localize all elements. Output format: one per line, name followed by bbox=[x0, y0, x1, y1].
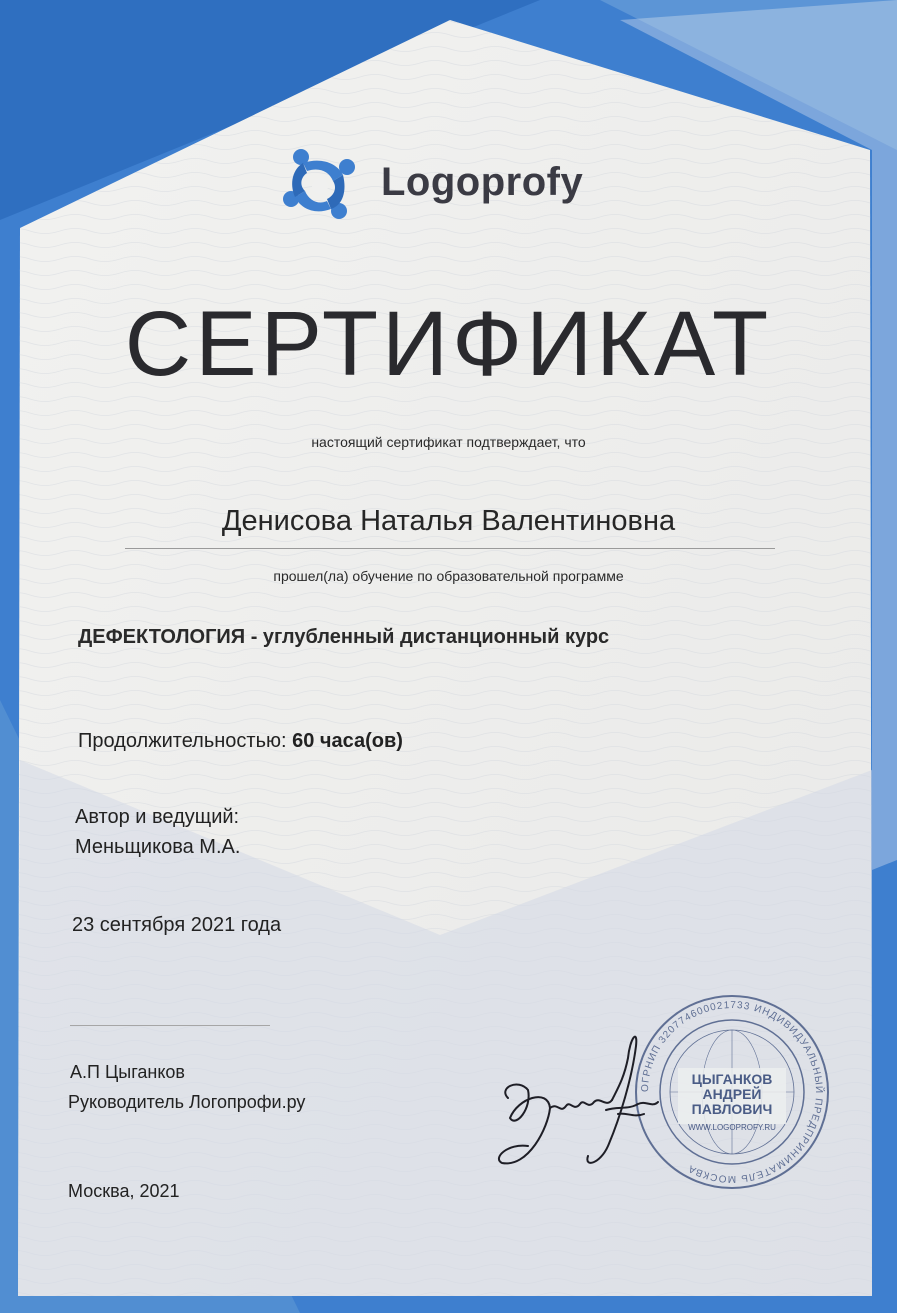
duration-label: Продолжительностью: bbox=[78, 730, 287, 752]
author-name: Меньщикова М.А. bbox=[75, 836, 241, 858]
brand-name: Logoprofy bbox=[381, 160, 584, 204]
logoprofy-swirl-icon bbox=[281, 145, 359, 223]
program-name: ДЕФЕКТОЛОГИЯ - углубленный дистанционный курс bbox=[78, 626, 610, 648]
completed-text: прошел(ла) обучение по образовательной программе bbox=[273, 568, 624, 584]
duration-value: 60 часа(ов) bbox=[292, 730, 403, 752]
signatory-name: А.П Цыганков bbox=[70, 1062, 185, 1082]
duration-line bbox=[78, 730, 403, 753]
confirms-text: настоящий сертификат подтверждает, что bbox=[311, 434, 586, 450]
signature-divider bbox=[70, 1025, 270, 1026]
signatory-position: Руководитель Логопрофи.ру bbox=[68, 1092, 306, 1112]
author-label: Автор и ведущий: bbox=[75, 806, 240, 828]
svg-text:WWW.LOGOPROFY.RU: WWW.LOGOPROFY.RU bbox=[688, 1123, 776, 1132]
issue-date: 23 сентября 2021 года bbox=[72, 914, 282, 936]
handwritten-signature bbox=[488, 1018, 688, 1178]
recipient-name: Денисова Наталья Валентиновна bbox=[221, 505, 676, 537]
city-year: Москва, 2021 bbox=[68, 1181, 180, 1201]
svg-text:ЦЫГАНКОВ: ЦЫГАНКОВ bbox=[691, 1071, 773, 1087]
recipient-underline bbox=[125, 548, 775, 549]
certificate-title: СЕРТИФИКАТ bbox=[124, 293, 773, 395]
svg-text:ОГРНИП 320774600021733 ИНДИВИД: ОГРНИП 320774600021733 ИНДИВИДУАЛЬНЫЙ ПРЕДПРИНИМАТЕЛЬ МОСКВА bbox=[639, 999, 825, 1185]
svg-text:ПАВЛОВИЧ: ПАВЛОВИЧ bbox=[691, 1101, 773, 1117]
svg-text:АНДРЕЙ: АНДРЕЙ bbox=[702, 1086, 762, 1102]
